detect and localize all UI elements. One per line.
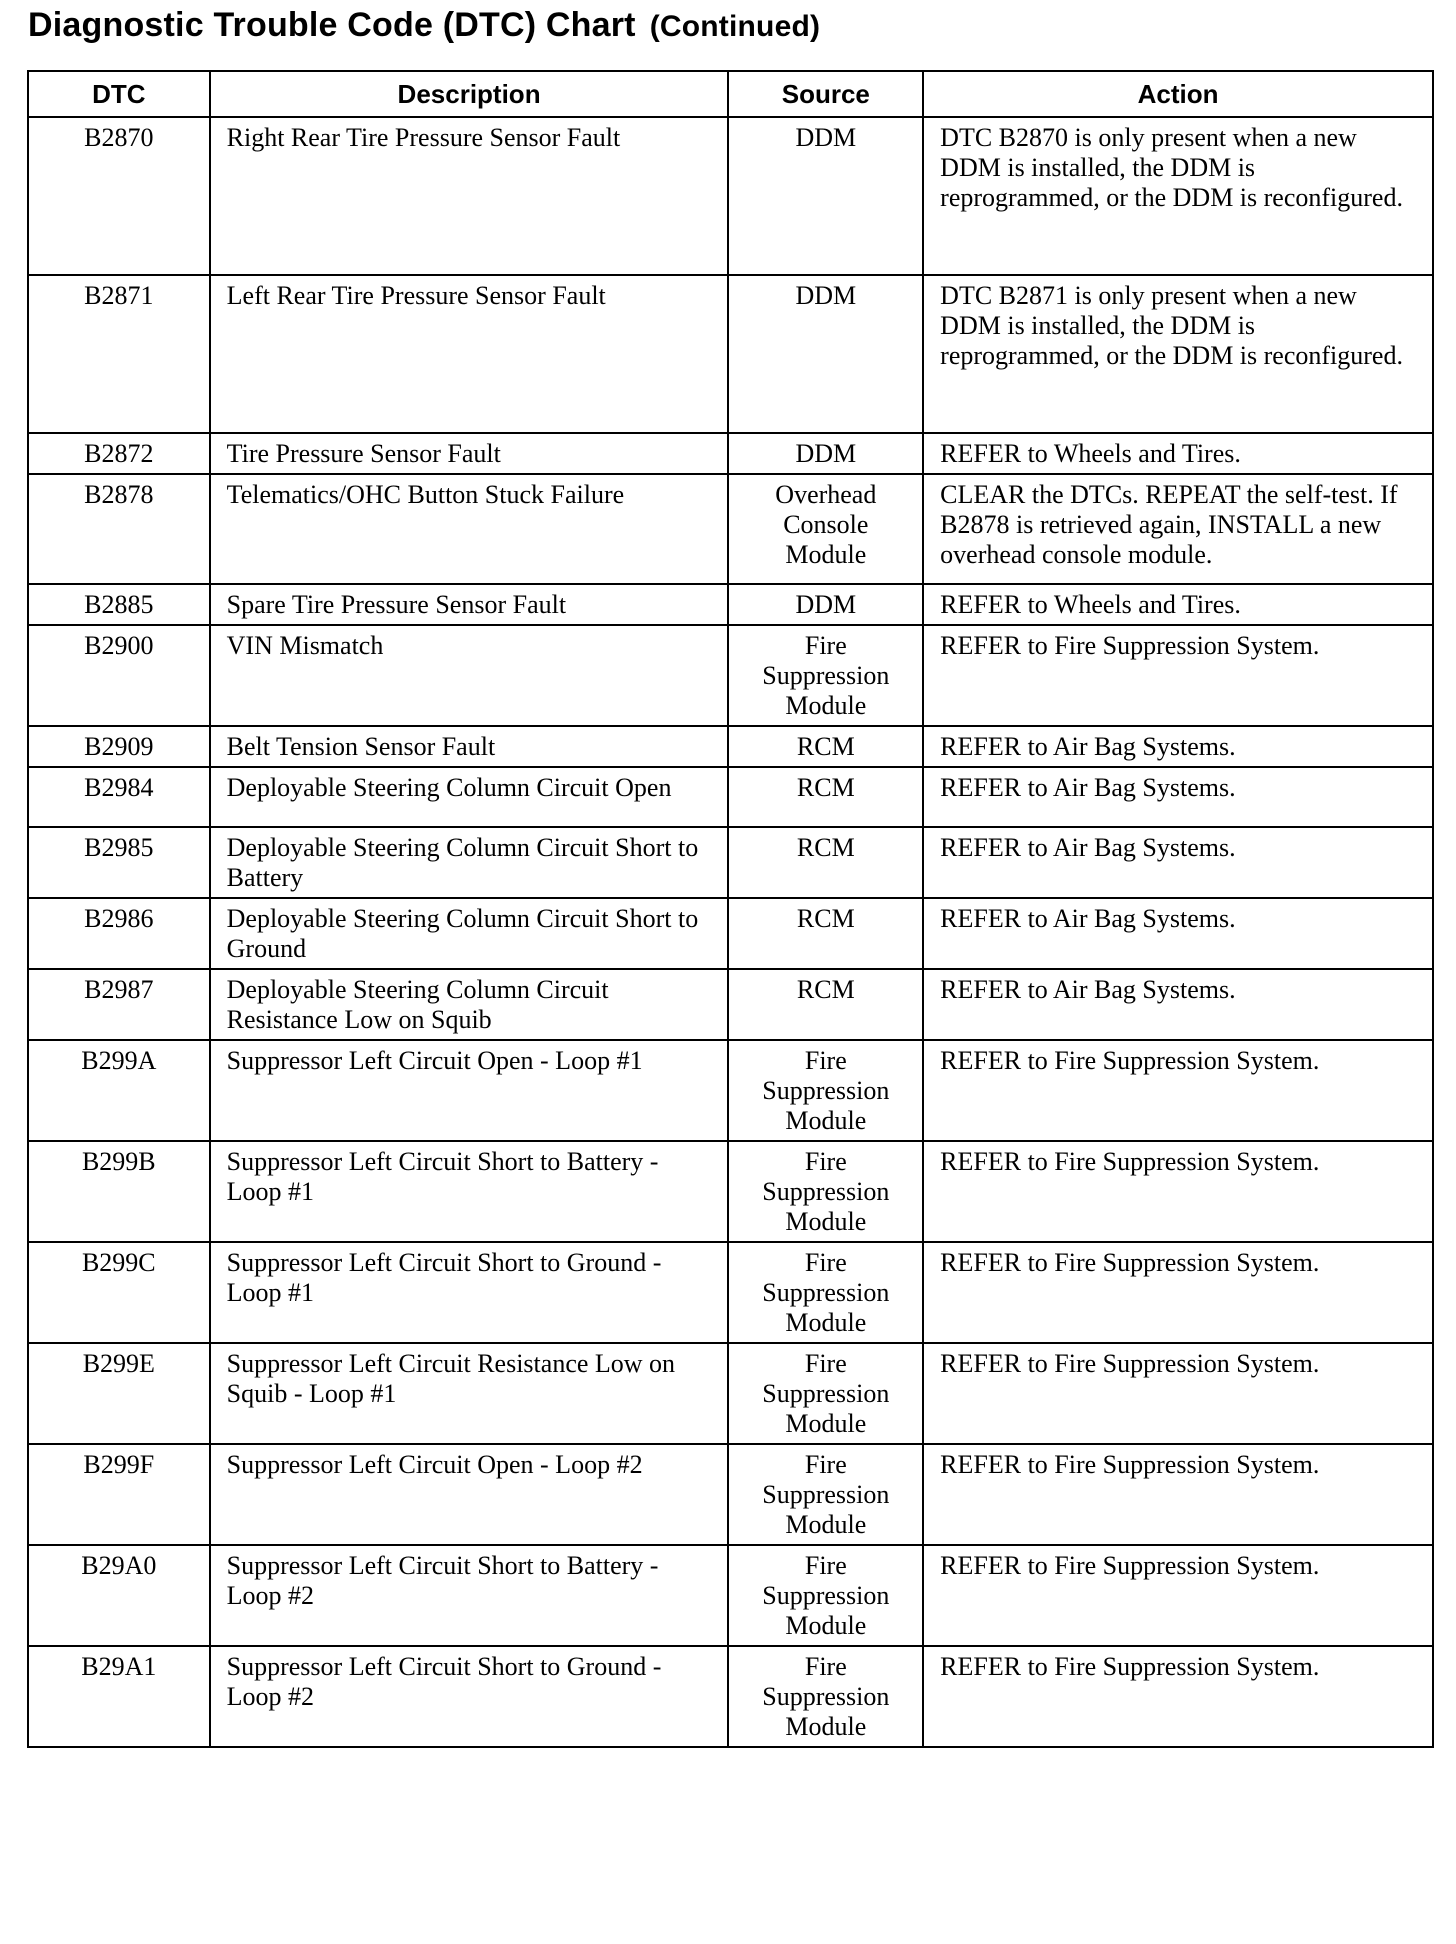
table-row <box>28 726 1433 767</box>
page-title-main: Diagnostic Trouble Code (DTC) Chart <box>28 6 636 44</box>
dtc-description: Tire Pressure Sensor Fault <box>210 433 729 474</box>
dtc-code: B299A <box>28 1040 210 1141</box>
dtc-description: VIN Mismatch <box>210 625 729 726</box>
table-row <box>28 1646 1433 1747</box>
dtc-code: B2909 <box>28 726 210 767</box>
dtc-action: REFER to Air Bag Systems. <box>923 827 1433 898</box>
table-row <box>28 898 1433 969</box>
header-source: Source <box>728 71 923 117</box>
dtc-action: REFER to Fire Suppression System. <box>923 1444 1433 1545</box>
dtc-source: DDM <box>728 433 923 474</box>
table-row <box>28 1343 1433 1444</box>
dtc-code: B299B <box>28 1141 210 1242</box>
dtc-description: Suppressor Left Circuit Resistance Low on Squib - Loop #1 <box>210 1343 729 1444</box>
dtc-code: B2878 <box>28 474 210 584</box>
dtc-action: REFER to Fire Suppression System. <box>923 1141 1433 1242</box>
table-row <box>28 827 1433 898</box>
dtc-description: Suppressor Left Circuit Short to Ground - Loop #1 <box>210 1242 729 1343</box>
dtc-action: REFER to Air Bag Systems. <box>923 898 1433 969</box>
dtc-source: RCM <box>728 726 923 767</box>
dtc-code: B2872 <box>28 433 210 474</box>
dtc-action: REFER to Fire Suppression System. <box>923 1242 1433 1343</box>
dtc-action: REFER to Air Bag Systems. <box>923 969 1433 1040</box>
table-row <box>28 969 1433 1040</box>
header-description: Description <box>210 71 729 117</box>
dtc-code: B2885 <box>28 584 210 625</box>
dtc-code: B29A0 <box>28 1545 210 1646</box>
dtc-action: REFER to Fire Suppression System. <box>923 1343 1433 1444</box>
dtc-action: REFER to Wheels and Tires. <box>923 584 1433 625</box>
dtc-code: B2985 <box>28 827 210 898</box>
dtc-description: Deployable Steering Column Circuit Short to Battery <box>210 827 729 898</box>
dtc-description: Suppressor Left Circuit Short to Ground - Loop #2 <box>210 1646 729 1747</box>
dtc-source: Fire Suppression Module <box>728 1444 923 1545</box>
dtc-description: Belt Tension Sensor Fault <box>210 726 729 767</box>
dtc-action: REFER to Fire Suppression System. <box>923 1040 1433 1141</box>
dtc-source: Fire Suppression Module <box>728 1242 923 1343</box>
table-row <box>28 1141 1433 1242</box>
dtc-source: RCM <box>728 969 923 1040</box>
dtc-code: B2984 <box>28 767 210 827</box>
dtc-source: Fire Suppression Module <box>728 1141 923 1242</box>
table-row <box>28 1040 1433 1141</box>
dtc-description: Suppressor Left Circuit Open - Loop #2 <box>210 1444 729 1545</box>
dtc-code: B299C <box>28 1242 210 1343</box>
dtc-action: REFER to Air Bag Systems. <box>923 726 1433 767</box>
table-header-row <box>28 71 1433 117</box>
dtc-table <box>27 70 1434 1748</box>
table-row <box>28 1545 1433 1646</box>
table-row <box>28 584 1433 625</box>
dtc-source: RCM <box>728 827 923 898</box>
header-action: Action <box>923 71 1433 117</box>
dtc-action: CLEAR the DTCs. REPEAT the self-test. If B2878 is retrieved again, INSTALL a new overhead console module. <box>923 474 1433 584</box>
dtc-source: DDM <box>728 117 923 275</box>
dtc-action: DTC B2870 is only present when a new DDM is installed, the DDM is reprogrammed, or the DDM is reconfigured. <box>923 117 1433 275</box>
dtc-description: Suppressor Left Circuit Short to Battery - Loop #2 <box>210 1545 729 1646</box>
page-title <box>28 6 820 45</box>
dtc-source: DDM <box>728 584 923 625</box>
dtc-action: REFER to Fire Suppression System. <box>923 1545 1433 1646</box>
table-row <box>28 767 1433 827</box>
dtc-source: Fire Suppression Module <box>728 1343 923 1444</box>
table-row <box>28 625 1433 726</box>
dtc-source: Fire Suppression Module <box>728 625 923 726</box>
dtc-description: Left Rear Tire Pressure Sensor Fault <box>210 275 729 433</box>
dtc-source: Fire Suppression Module <box>728 1545 923 1646</box>
page-title-subtitle: (Continued) <box>649 10 821 43</box>
dtc-action: REFER to Wheels and Tires. <box>923 433 1433 474</box>
dtc-description: Right Rear Tire Pressure Sensor Fault <box>210 117 729 275</box>
dtc-source: Fire Suppression Module <box>728 1646 923 1747</box>
dtc-description: Suppressor Left Circuit Open - Loop #1 <box>210 1040 729 1141</box>
table-row <box>28 1242 1433 1343</box>
dtc-description: Suppressor Left Circuit Short to Battery - Loop #1 <box>210 1141 729 1242</box>
dtc-code: B299E <box>28 1343 210 1444</box>
table-row <box>28 1444 1433 1545</box>
dtc-code: B2871 <box>28 275 210 433</box>
dtc-source: Overhead Console Module <box>728 474 923 584</box>
dtc-description: Telematics/OHC Button Stuck Failure <box>210 474 729 584</box>
dtc-code: B2870 <box>28 117 210 275</box>
dtc-description: Deployable Steering Column Circuit Open <box>210 767 729 827</box>
dtc-source: Fire Suppression Module <box>728 1040 923 1141</box>
table-row <box>28 275 1433 433</box>
dtc-source: RCM <box>728 767 923 827</box>
header-dtc: DTC <box>28 71 210 117</box>
dtc-code: B2900 <box>28 625 210 726</box>
table-row <box>28 474 1433 584</box>
dtc-code: B2987 <box>28 969 210 1040</box>
dtc-code: B2986 <box>28 898 210 969</box>
dtc-description: Deployable Steering Column Circuit Resistance Low on Squib <box>210 969 729 1040</box>
dtc-description: Spare Tire Pressure Sensor Fault <box>210 584 729 625</box>
dtc-description: Deployable Steering Column Circuit Short to Ground <box>210 898 729 969</box>
table-row <box>28 117 1433 275</box>
dtc-action: REFER to Air Bag Systems. <box>923 767 1433 827</box>
dtc-code: B299F <box>28 1444 210 1545</box>
dtc-action: REFER to Fire Suppression System. <box>923 625 1433 726</box>
dtc-source: DDM <box>728 275 923 433</box>
dtc-source: RCM <box>728 898 923 969</box>
table-row <box>28 433 1433 474</box>
dtc-action: REFER to Fire Suppression System. <box>923 1646 1433 1747</box>
dtc-code: B29A1 <box>28 1646 210 1747</box>
dtc-action: DTC B2871 is only present when a new DDM is installed, the DDM is reprogrammed, or the DDM is reconfigured. <box>923 275 1433 433</box>
